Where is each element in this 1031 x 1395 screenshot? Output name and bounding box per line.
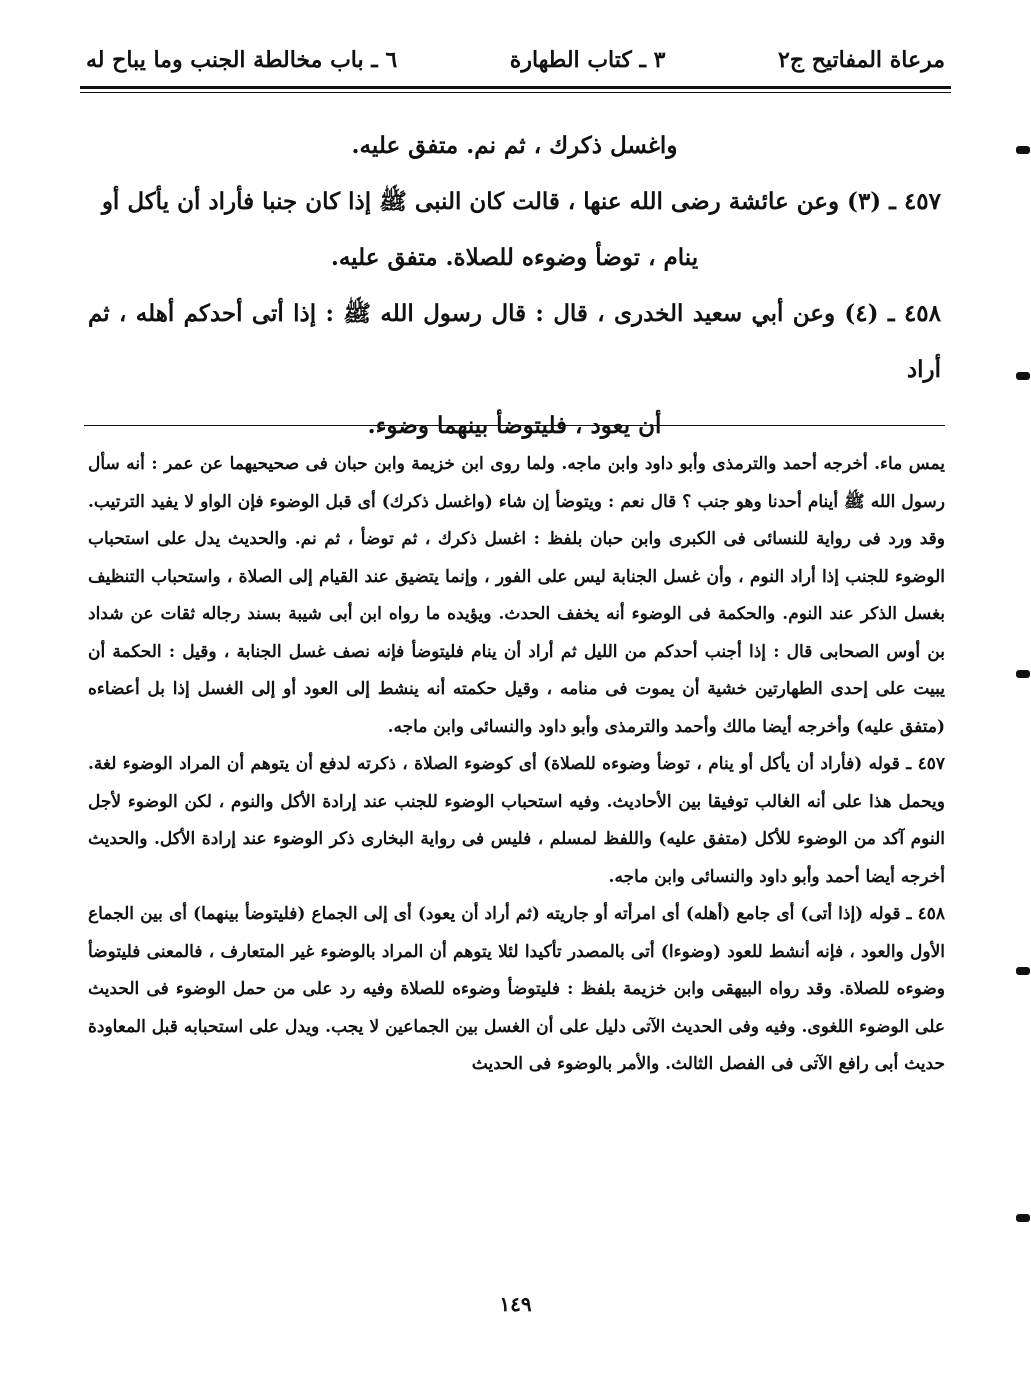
commentary-paragraph-458: ٤٥٨ ـ قوله (إذا أتى) أى جامع (أهله) أى امرأته أو جاريته (ثم أراد أن يعود) أى إلى الجماع (فليتوضأ بينهما) أى بين الجماع الأول والعود ، فإنه أنشط للعود (وضوءا) أتى بالمصدر تأكيدا لئلا يتوهم أن المراد بالوضوء غير المتعارف ، فالمعنى فليتوضأ وضوءه للصلاة. وقد رواه البيهقى وابن خزيمة بلفظ : فليتوضأ وضوءه للصلاة وفيه رد على من حمل الوضوء فى الحديث على الوضوء اللغوى. وفيه وفى الحديث الآتى دليل على أن الغسل بين الجماعين لا يجب. ويدل على استحبابه قبل المعاودة حديث أبى رافع الآتى فى الفصل الثالث. والأمر بالوضوء فى الحديث bbox=[88, 904, 945, 1074]
commentary-paragraph-1: يمس ماء. أخرجه أحمد والترمذى وأبو داود وابن ماجه. ولما روى ابن خزيمة وابن حبان فى صحيحيهما عن عمر : أنه سأل رسول الله ﷺ أينام أحدنا وهو جنب ؟ قال نعم : ويتوضأ إن شاء (واغسل ذكرك) أى قبل الوضوء فإن الواو لا يفيد الترتيب. وقد ورد فى رواية للنسائى فى الكبرى وابن حبان بلفظ : اغسل ذكرك ، ثم توضأ ، ثم نم. والحديث يدل على استحباب الوضوء للجنب إذا أراد النوم ، وأن غسل الجنابة ليس على الفور ، وإنما يتضيق عند القيام إلى الصلاة ، واستحباب التنظيف بغسل الذكر عند النوم. والحكمة فى الوضوء أنه يخفف الحدث. ويؤيده ما رواه ابن أبى شيبة بسند رجاله ثقات عن شداد بن أوس الصحابى قال : إذا أجنب أحدكم من الليل ثم أراد أن ينام فليتوضأ فإنه نصف غسل الجنابة ، وقيل : الحكمة أن يبيت على إحدى الطهارتين خشية أن يموت فى منامه ، وقيل حكمته أنه ينشط إلى العود أو إلى الغسل إذا بل أعضاءه (متفق عليه) وأخرجه أيضا مالك وأحمد والترمذى وأبو داود والنسائى وابن ماجه. bbox=[88, 454, 945, 737]
scan-edge-mark bbox=[1016, 372, 1030, 380]
commentary-paragraph-457: ٤٥٧ ـ قوله (فأراد أن يأكل أو ينام ، توضأ وضوءه للصلاة) أى كوضوء الصلاة ، ذكرته لدفع أن يتوهم أن المراد الوضوء لغة. ويحمل هذا على أنه الغالب توفيقا بين الأحاديث. وفيه استحباب الوضوء للجنب عند إرادة الأكل والنوم ، لكن الوضوء لأجل النوم آكد من الوضوء للأكل (متفق عليه) واللفظ لمسلم ، فليس فى رواية البخارى ذكر الوضوء عند إرادة الأكل. والحديث أخرجه أيضا أحمد وأبو داود والنسائى وابن ماجه. bbox=[88, 754, 945, 887]
scan-edge-mark bbox=[1016, 967, 1030, 975]
header-rule-thin bbox=[80, 92, 951, 93]
header-chapter: ٣ ـ كتاب الطهارة bbox=[509, 47, 666, 73]
running-header bbox=[86, 40, 945, 80]
scan-edge-mark bbox=[1016, 146, 1030, 154]
hadith-continuation: واغسل ذكرك ، ثم نم. متفق عليه. bbox=[351, 132, 678, 159]
header-section: ٦ ـ باب مخالطة الجنب وما يباح له bbox=[86, 47, 398, 73]
page-number: ١٤٩ bbox=[499, 1292, 532, 1316]
hadith-457-line1: ٤٥٧ ـ (٣) وعن عائشة رضى الله عنها ، قالت كان النبى ﷺ إذا كان جنبا فأراد أن يأكل أو bbox=[101, 188, 941, 215]
commentary bbox=[88, 446, 945, 1084]
scan-edge-mark bbox=[1016, 1214, 1030, 1222]
header-book-title: مرعاة المفاتيح ج٢ bbox=[778, 47, 945, 73]
section-divider bbox=[84, 425, 945, 426]
header-rule bbox=[80, 86, 951, 89]
hadith-457-line2: ينام ، توضأ وضوءه للصلاة. متفق عليه. bbox=[330, 244, 699, 271]
hadith-458-line1: ٤٥٨ ـ (٤) وعن أبي سعيد الخدرى ، قال : قال رسول الله ﷺ : إذا أتى أحدكم أهله ، ثم أراد bbox=[88, 300, 941, 383]
scan-edge-mark bbox=[1016, 670, 1030, 678]
hadith-text bbox=[88, 118, 941, 454]
hadith-458-line2: أن يعود ، فليتوضأ بينهما وضوء. bbox=[367, 412, 662, 439]
